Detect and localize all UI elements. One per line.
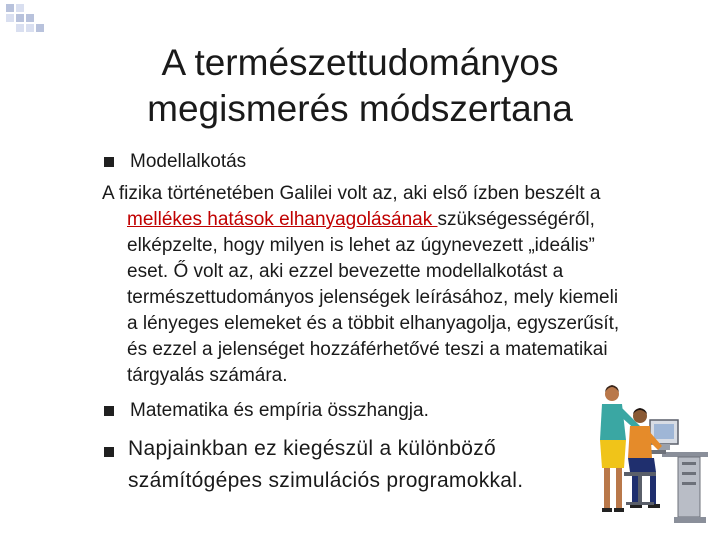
bullet-modellalkotas: Modellalkotás	[130, 151, 247, 172]
paragraph-line-8: tárgyalás számára.	[127, 365, 288, 386]
paragraph-line-7: és ezzel a jelenséget hozzáférhetővé teszi a matematikai	[127, 339, 608, 360]
people-at-computer-illustration	[570, 380, 710, 530]
bullet-matematika-empiria: Matematika és empíria összhangja.	[130, 400, 429, 421]
bullet-square-icon	[104, 406, 114, 416]
paragraph-line-6: a lényeges elemeket és a többit elhanyagolja, egyszerűsít,	[127, 313, 620, 334]
paragraph-line-4: eset. Ő volt az, aki ezzel bevezette modellalkotást a	[127, 261, 564, 282]
paragraph-line-3: elképzelte, hogy milyen is lehet az úgynevezett „ideális”	[127, 235, 595, 256]
title-line-1: A természettudományos	[161, 42, 559, 83]
bullet-szimulacio-line-1: Napjainkban ez kiegészül a különböző	[128, 437, 497, 460]
link-mellekes-hatasok[interactable]: mellékes hatások elhanyagolásának	[127, 209, 438, 230]
paragraph-line-1: A fizika történetében Galilei volt az, aki első ízben beszélt a	[102, 183, 601, 204]
paragraph-line-2-rest: szükségességéről,	[437, 209, 595, 230]
paragraph-line-5: természettudományos jelenségek leírásához, mely kiemeli	[127, 287, 619, 308]
title-line-2: megismerés módszertana	[147, 88, 573, 129]
bullet-szimulacio-line-2: számítógépes szimulációs programokkal.	[128, 469, 524, 492]
paragraph-line-2	[127, 207, 595, 233]
bullet-square-icon	[104, 157, 114, 167]
bullet-square-icon	[104, 447, 114, 457]
